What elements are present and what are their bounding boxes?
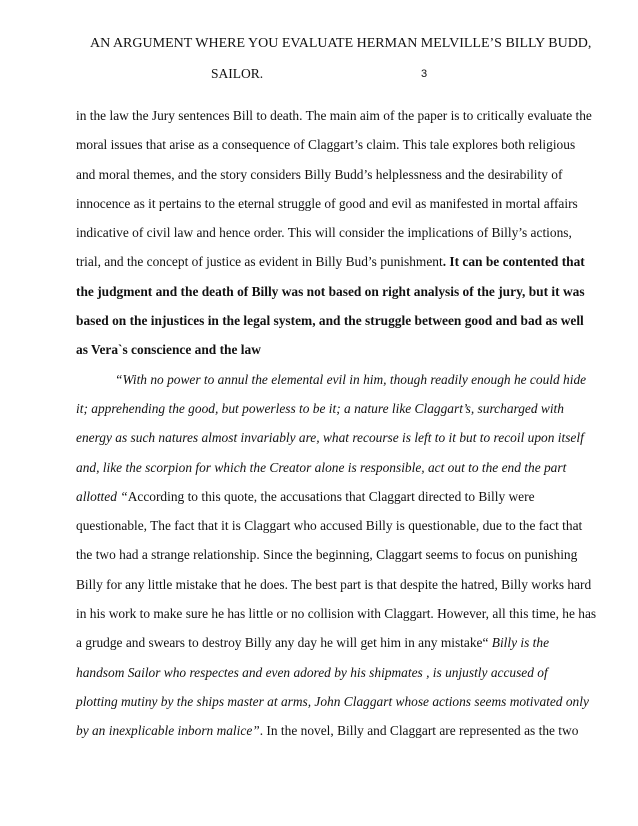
quote-line: plotting mutiny by the ships master at arms, John Claggart whose actions seems motivated only bbox=[76, 693, 589, 709]
text-line: questionable, The fact that it is Claggart who accused Billy is questionable, due to the fact that bbox=[76, 518, 583, 534]
running-header-title: AN ARGUMENT WHERE YOU EVALUATE HERMAN MELVILLE’S BILLY BUDD, bbox=[90, 36, 592, 51]
quote-line: energy as such natures almost invariably are, what recourse is left to it but to recoil upon itself bbox=[76, 430, 584, 446]
quote-line: “With no power to annul the elemental evil in him, though readily enough he could hide bbox=[115, 371, 587, 387]
thesis-line: as Vera`s conscience and the law bbox=[76, 342, 261, 358]
quote-line: it; apprehending the good, but powerless to be it; a nature like Claggart’s, surcharged with bbox=[76, 400, 564, 416]
thesis-line: the judgment and the death of Billy was not based on right analysis of the jury, but it was bbox=[76, 283, 585, 299]
text-line bbox=[76, 716, 579, 745]
page-number: 3 bbox=[421, 68, 428, 80]
text-line: in his work to make sure he has little or no collision with Claggart. However, all this time, he has bbox=[76, 606, 597, 622]
text-line: and moral themes, and the story considers Billy Budd’s helplessness and the desirability of bbox=[76, 166, 563, 182]
thesis-statement-start: . It can be contented that bbox=[442, 254, 585, 270]
text-line: indicative of civil law and hence order. This will consider the implications of Billy’s actions, bbox=[76, 225, 572, 241]
text-line: innocence as it pertains to the eternal struggle of good and evil as manifested in mortal affairs bbox=[76, 195, 578, 211]
text-line: in the law the Jury sentences Bill to death. The main aim of the paper is to critically evaluate the bbox=[76, 108, 592, 123]
text-line bbox=[76, 628, 576, 657]
quote-line: and, like the scorpion for which the Creator alone is responsible, act out to the end the part bbox=[76, 459, 567, 475]
quote-line: handsom Sailor who respectes and even adored by his shipmates , is unjustly accused of bbox=[76, 664, 548, 680]
body-text bbox=[76, 101, 597, 746]
text-line bbox=[76, 482, 576, 511]
text-segment: . In the novel, Billy and Claggart are represented as the two bbox=[259, 723, 579, 739]
text-line: Billy for any little mistake that he does. The best part is that despite the hatred, Billy works hard bbox=[76, 576, 592, 592]
text-line: moral issues that arise as a consequence of Claggart’s claim. This tale explores both religious bbox=[76, 137, 576, 153]
text-segment: trial, and the concept of justice as evident in Billy Bud’s punishment bbox=[76, 254, 443, 270]
thesis-line: based on the injustices in the legal system, and the struggle between good and bad as well bbox=[76, 313, 584, 329]
quote-end: allotted “ bbox=[76, 488, 128, 504]
quote-end: by an inexplicable inborn malice” bbox=[76, 723, 260, 739]
text-segment: According to this quote, the accusations that Claggart directed to Billy were bbox=[127, 488, 535, 504]
text-line: the two had a strange relationship. Since the beginning, Claggart seems to focus on punishing bbox=[76, 547, 578, 563]
running-header-title-continued: SAILOR. bbox=[211, 66, 264, 81]
text-segment: a grudge and swears to destroy Billy any day he will get him in any mistake“ bbox=[76, 635, 492, 651]
text-line bbox=[76, 247, 585, 276]
quote-start: Billy is the bbox=[491, 635, 550, 651]
